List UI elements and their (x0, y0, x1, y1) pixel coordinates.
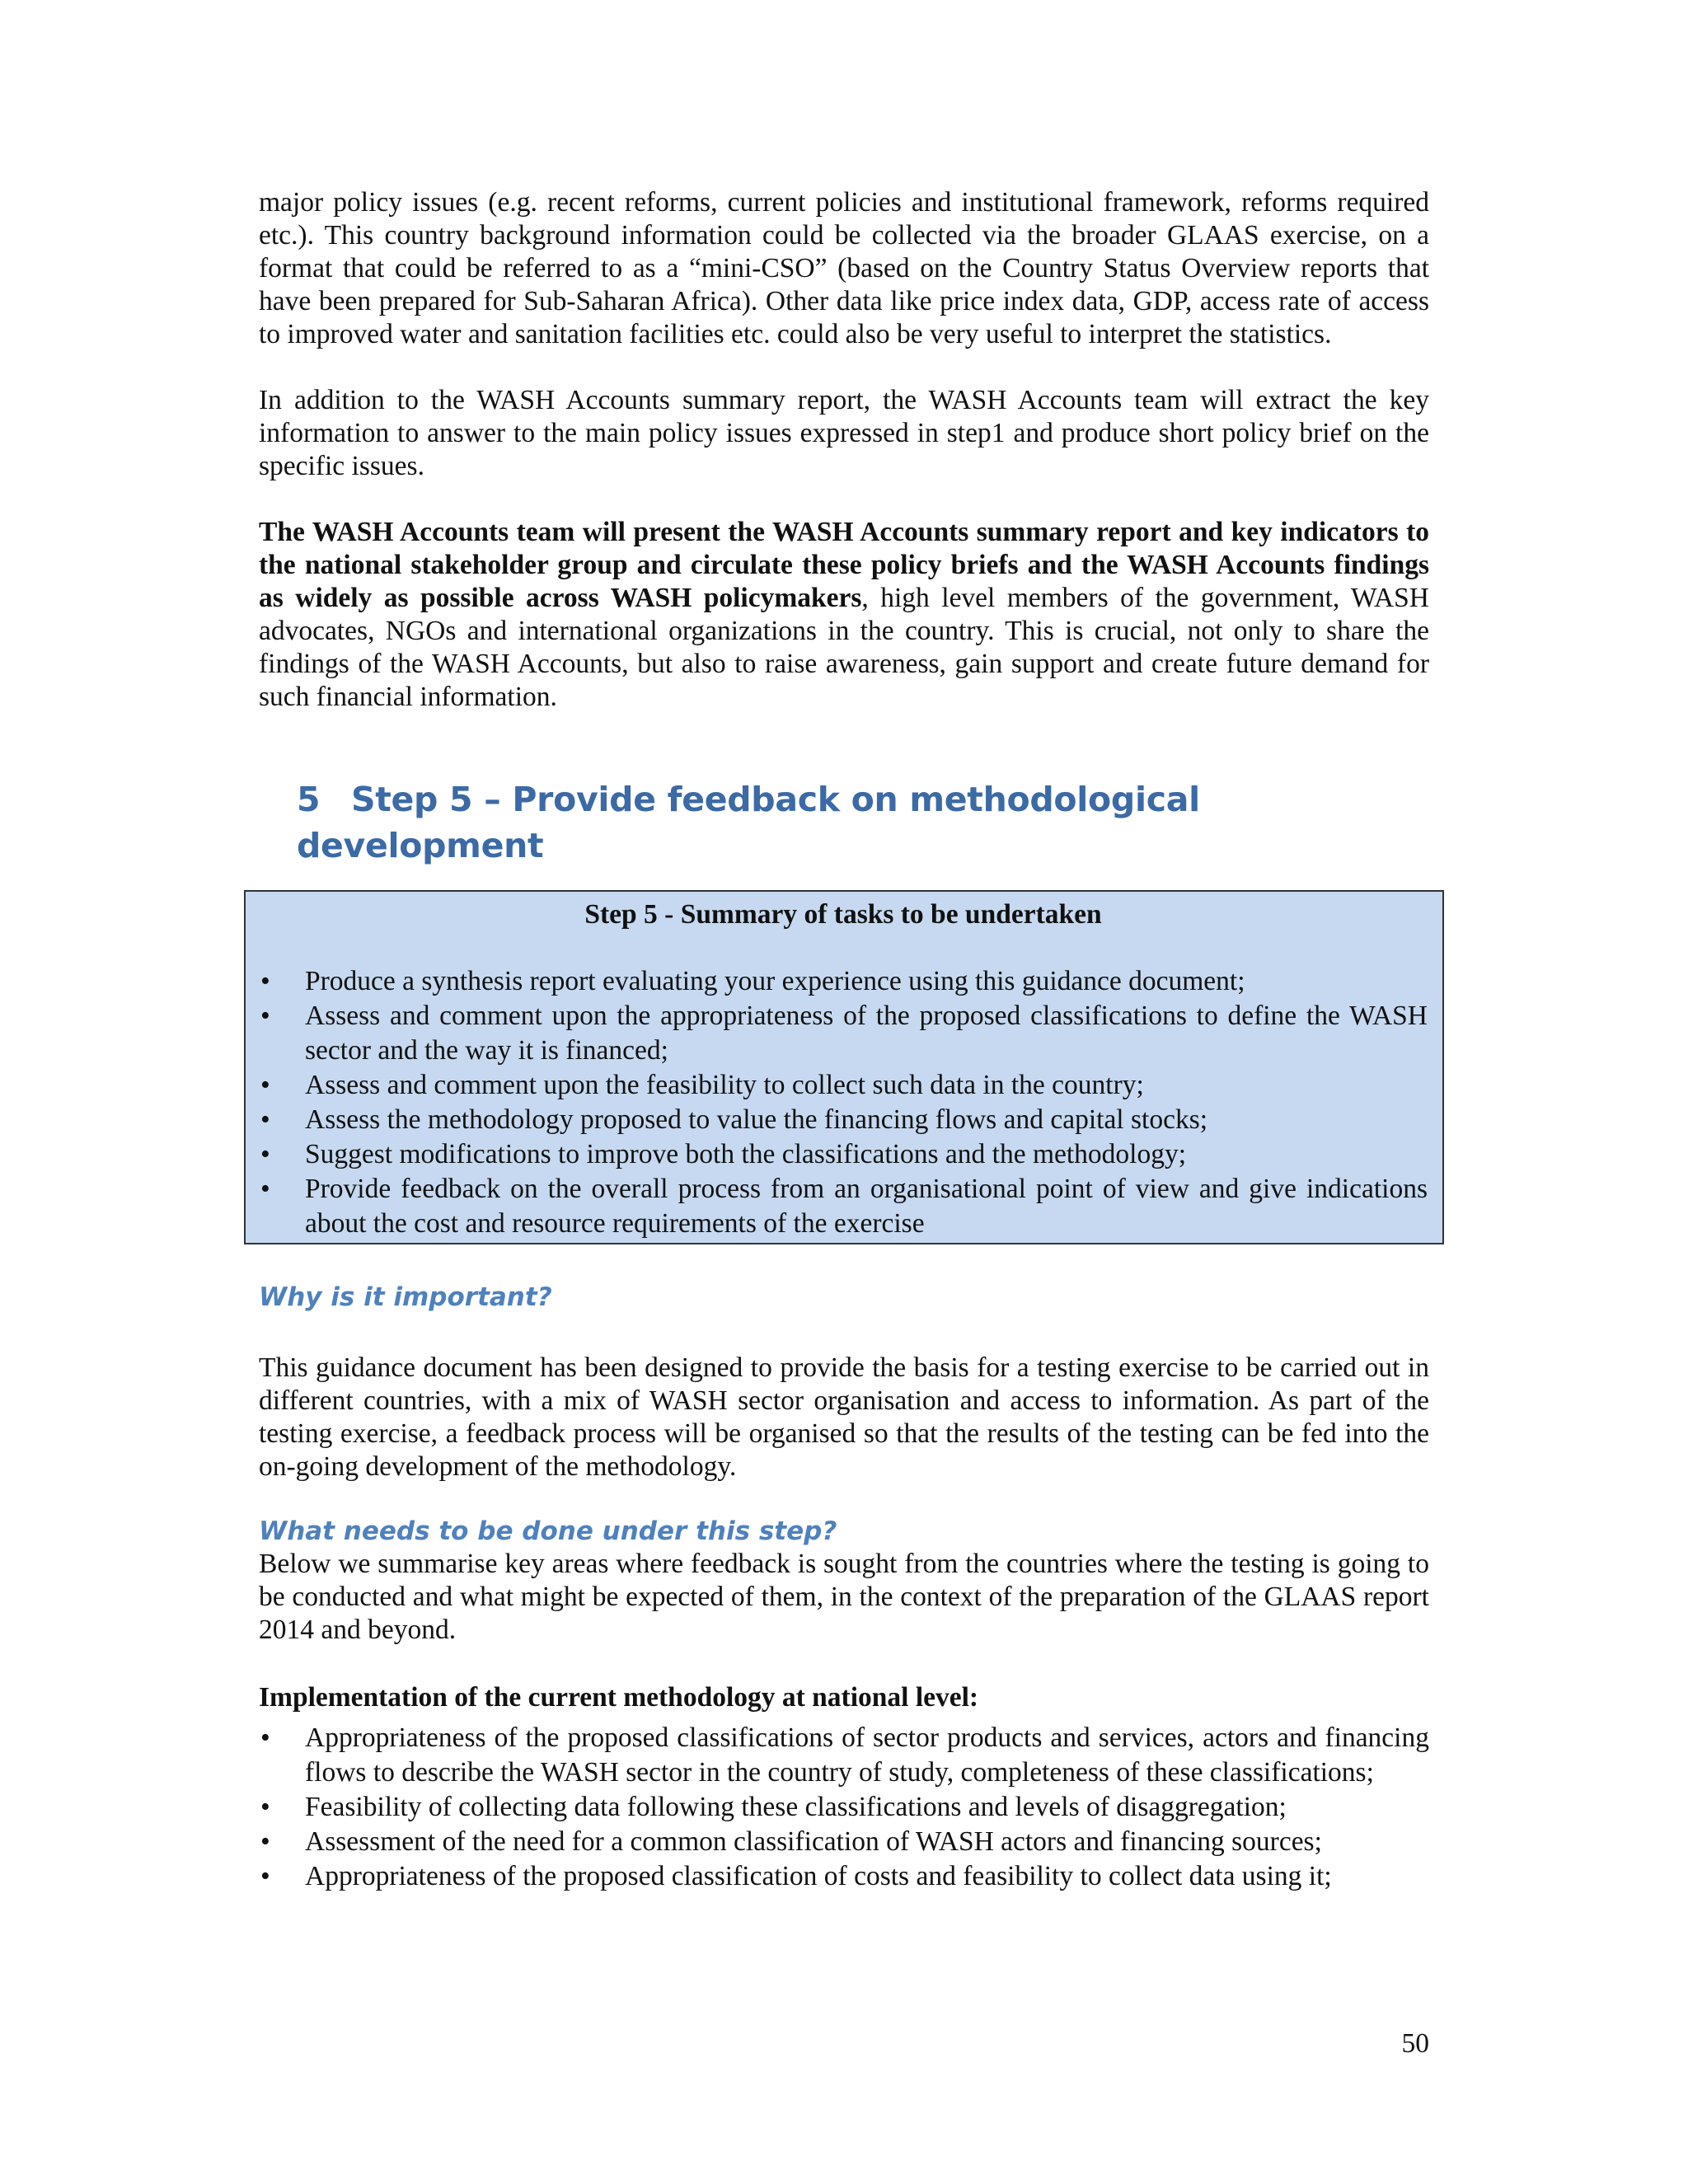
paragraph-dissemination-bold: The WASH Accounts team will present the WASH Accounts summary report and key indicators to the national stakeholder group and circulate these policy briefs and the WASH Accounts findings as widely as possible across WASH policymakers (259, 517, 1429, 613)
section-title: Step 5 – Provide feedback on methodological development (297, 780, 1200, 865)
summary-task-item (259, 999, 1428, 1068)
paragraph-country-background: major policy issues (e.g. recent reforms, current policies and institutional framework, reforms required etc.). This country background information could be collected via the broader GLAAS exercise, on a format that could be referred to as a “mini-CSO” (based on the Country Status Overview reports that have been prepared for Sub-Saharan Africa). Other data like price index data, GDP, access rate of access to improved water and sanitation facilities etc. could also be very useful to interpret the statistics. (259, 187, 1429, 349)
implementation-text: Appropriateness of the proposed classifications of sector products and services, actors and financing flows to describe the WASH sector in the country of study, completeness of these classifications; (305, 1722, 1429, 1788)
bullet-icon: • (260, 1104, 270, 1135)
implementation-item (259, 1721, 1429, 1790)
summary-task-item (259, 1068, 1428, 1103)
what-paragraph: Below we summarise key areas where feedback is sought from the countries where the testing is going to be conducted and what might be expected of them, in the context of the preparation of the GLAAS report 2014 and beyond. (259, 1549, 1429, 1645)
summary-box (244, 890, 1444, 1244)
summary-task-item (259, 1172, 1428, 1241)
bullet-icon: • (260, 1174, 270, 1204)
implementation-text: Assessment of the need for a common classification of WASH actors and financing sources; (305, 1826, 1322, 1857)
page-number: 50 (1401, 2028, 1429, 2059)
summary-box-title: Step 5 - Summary of tasks to be undertaken (584, 899, 1102, 930)
section-heading (297, 776, 1429, 869)
summary-task-text: Provide feedback on the overall process from an organisational point of view and give indications about the cost and resource requirements of the exercise (305, 1174, 1428, 1239)
bullet-icon: • (260, 1861, 270, 1891)
bullet-icon: • (260, 1070, 270, 1100)
summary-task-text: Produce a synthesis report evaluating your experience using this guidance document; (305, 966, 1245, 996)
summary-task-item (259, 964, 1428, 999)
implementation-heading: Implementation of the current methodology at national level: (259, 1682, 979, 1713)
implementation-item (259, 1790, 1429, 1825)
paragraph-dissemination-rest: , high level members of the government, WASH advocates, NGOs and international organizations in the country. This is crucial, not only to share the findings of the WASH Accounts, but also to raise awareness, gain support and create future demand for such financial information. (259, 583, 1429, 712)
summary-task-item (259, 1103, 1428, 1137)
why-heading: Why is it important? (259, 1282, 552, 1312)
summary-task-text: Assess the methodology proposed to value the financing flows and capital stocks; (305, 1104, 1208, 1135)
what-heading: What needs to be done under this step? (259, 1516, 837, 1546)
paragraph-dissemination (259, 516, 1429, 714)
implementation-item (259, 1825, 1429, 1859)
bullet-icon: • (260, 1792, 270, 1822)
summary-task-text: Suggest modifications to improve both the classifications and the methodology; (305, 1139, 1187, 1169)
summary-task-item (259, 1137, 1428, 1172)
paragraph-policy-brief: In addition to the WASH Accounts summary report, the WASH Accounts team will extract the key information to answer to the main policy issues expressed in step1 and produce short policy brief on the specific issues. (259, 385, 1429, 481)
implementation-item (259, 1859, 1429, 1894)
implementation-text: Appropriateness of the proposed classification of costs and feasibility to collect data using it; (305, 1861, 1332, 1891)
bullet-icon: • (260, 966, 270, 996)
implementation-list (259, 1721, 1429, 1894)
bullet-icon: • (260, 1722, 270, 1753)
implementation-text: Feasibility of collecting data following these classifications and levels of disaggregation; (305, 1792, 1287, 1822)
bullet-icon: • (260, 1826, 270, 1857)
bullet-icon: • (260, 1001, 270, 1031)
bullet-icon: • (260, 1139, 270, 1169)
summary-task-text: Assess and comment upon the appropriateness of the proposed classifications to define the WASH sector and the way it is financed; (305, 1001, 1428, 1066)
section-number: 5 (297, 780, 321, 819)
why-paragraph: This guidance document has been designed to provide the basis for a testing exercise to be carried out in different countries, with a mix of WASH sector organisation and access to information. As part of the testing exercise, a feedback process will be organised so that the results of the testing can be fed into the on-going development of the methodology. (259, 1352, 1429, 1482)
document-page (259, 186, 1429, 1894)
summary-task-text: Assess and comment upon the feasibility to collect such data in the country; (305, 1070, 1144, 1100)
summary-task-list (259, 964, 1428, 1241)
